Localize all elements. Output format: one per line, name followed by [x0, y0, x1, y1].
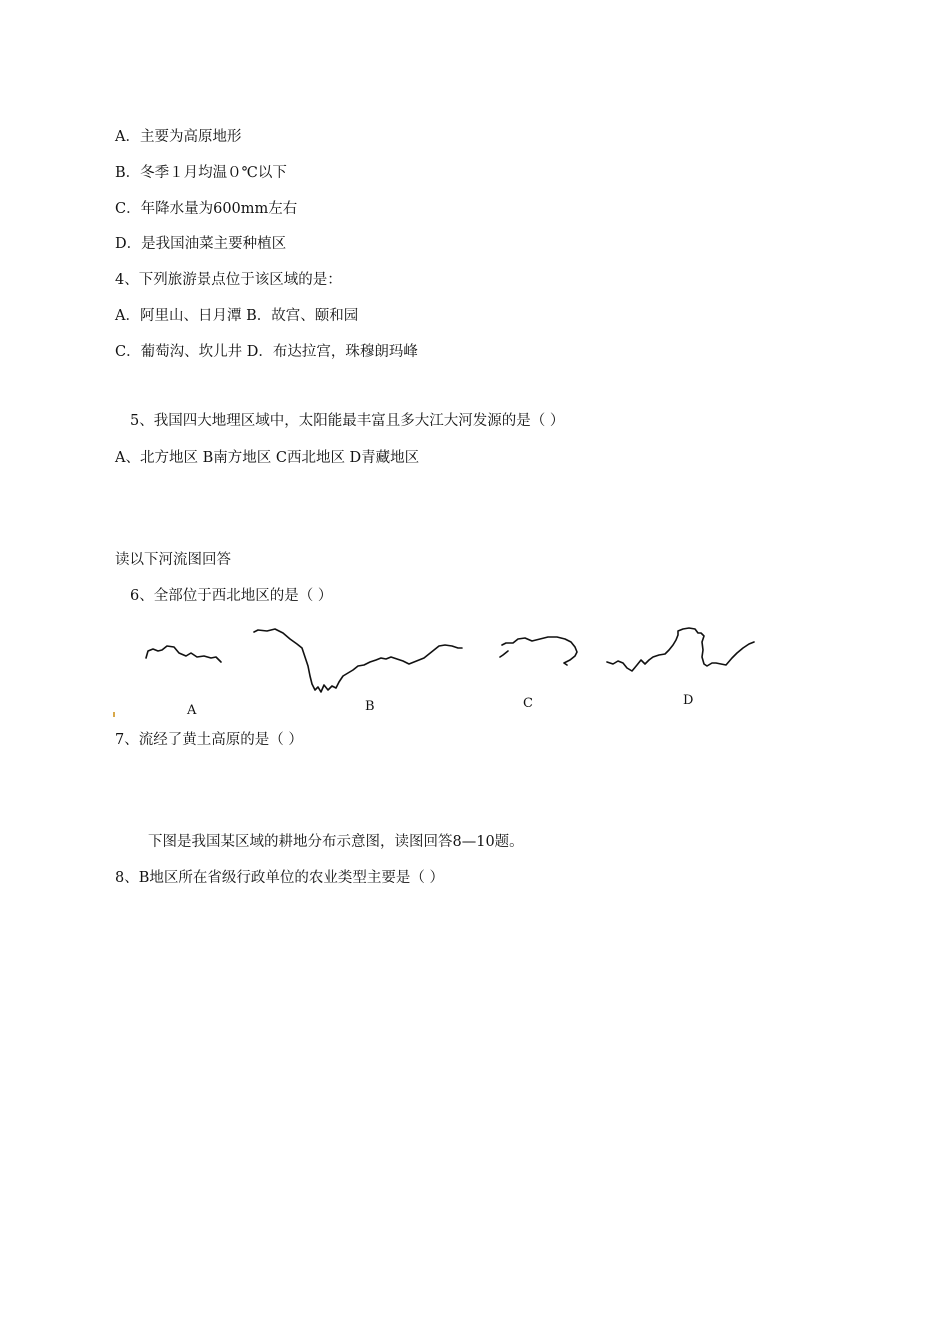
river-label-d: D	[683, 693, 694, 708]
q3-option-a: A．主要为高原地形	[115, 129, 242, 145]
q3-option-c: C．年降水量为600mm左右	[115, 201, 298, 217]
question-4: 4、下列旅游景点位于该区域的是：	[115, 272, 342, 288]
river-d-shape	[607, 628, 754, 671]
q5-options: A、北方地区 B南方地区 C西北地区 D青藏地区	[115, 450, 420, 466]
river-b-shape	[254, 629, 462, 692]
question-6: 6、全部位于西北地区的是（ ）	[130, 588, 333, 604]
river-label-b: B	[365, 699, 375, 714]
figure-edge-mark	[113, 712, 115, 717]
q4-options-ab: A．阿里山、日月潭 B．故宫、颐和园	[115, 308, 359, 324]
map-intro-text: 下图是我国某区域的耕地分布示意图，读图回答8—10题。	[148, 834, 524, 850]
q4-options-cd: C．葡萄沟、坎儿井 D．布达拉宫，珠穆朗玛峰	[115, 344, 418, 360]
river-shapes-svg	[112, 618, 772, 722]
read-rivers-instruction: 读以下河流图回答	[115, 552, 231, 568]
question-5: 5、我国四大地理区域中，太阳能最丰富且多大江大河发源的是（ ）	[130, 413, 565, 429]
river-c-shape	[500, 637, 577, 665]
river-shapes-figure	[112, 618, 772, 722]
q3-option-b: B．冬季１月均温０℃以下	[115, 165, 287, 181]
question-8: 8、B地区所在省级行政单位的农业类型主要是（ ）	[115, 870, 444, 886]
river-label-a: A	[187, 703, 197, 718]
river-a-shape	[146, 646, 221, 662]
river-label-c: C	[523, 696, 533, 711]
q3-option-d: D．是我国油菜主要种植区	[115, 236, 287, 252]
question-7: 7、流经了黄土高原的是（ ）	[115, 732, 303, 748]
